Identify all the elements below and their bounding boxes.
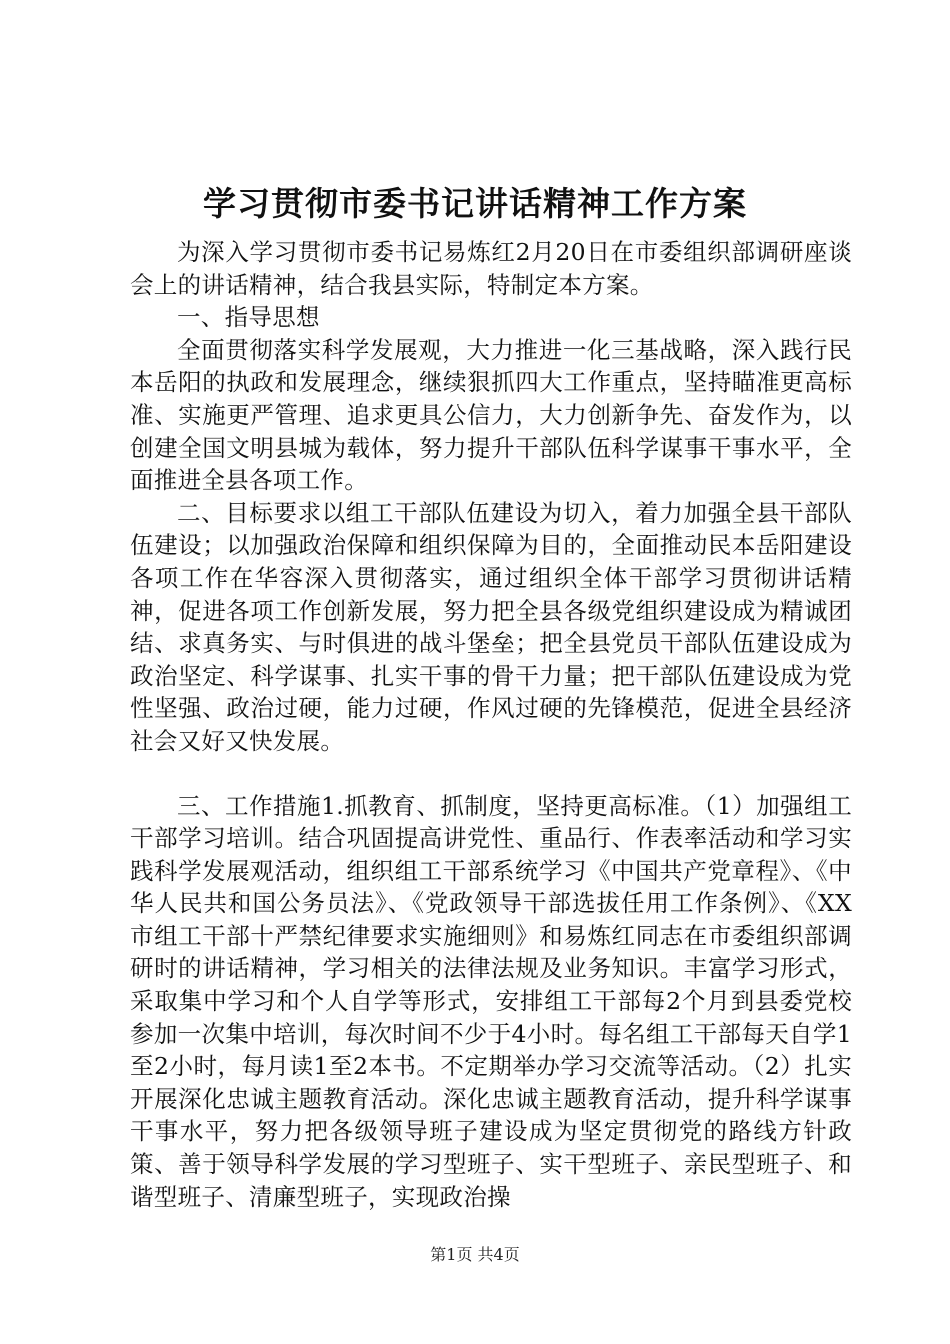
document-body (130, 236, 852, 1213)
work-measures-paragraph: 三、工作措施1.抓教育、抓制度，坚持更高标准。（1）加强组工干部学习培训。结合巩固提高讲党性、重品行、作表率活动和学习实践科学发展观活动，组织组工干部系统学习《中国共产党章程》、《中华人民共和国公务员法》、《党政领导干部选拔任用工作条例》、《XX市组工干部十严禁纪律要求实施细则》和易炼红同志在市委组织部调研时的讲话精神，学习相关的法律法规及业务知识。丰富学习形式，采取集中学习和个人自学等形式，安排组工干部每2个月到县委党校参加一次集中培训，每次时间不少于4小时。每名组工干部每天自学1至2小时，每月读1至2本书。不定期举办学习交流等活动。（2）扎实开展深化忠诚主题教育活动。深化忠诚主题教育活动，提升科学谋事干事水平，努力把各级领导班子建设成为坚定贯彻党的路线方针政策、善于领导科学发展的学习型班子、实干型班子、亲民型班子、和谐型班子、清廉型班子，实现政治操 (130, 791, 852, 1211)
page-number-footer: 第1页 共4页 (430, 1245, 520, 1264)
section-heading-guiding-ideology: 一、指导思想 (177, 303, 320, 332)
document-title: 学习贯彻市委书记讲话精神工作方案 (203, 184, 747, 223)
guiding-ideology-paragraph: 全面贯彻落实科学发展观，大力推进一化三基战略，深入践行民本岳阳的执政和发展理念，继续狠抓四大工作重点，坚持瞄准更高标准、实施更严管理、追求更具公信力，大力创新争先、奋发作为，以创建全国文明县城为载体，努力提升干部队伍科学谋事干事水平，全面推进全县各项工作。 (130, 335, 852, 495)
intro-paragraph: 为深入学习贯彻市委书记易炼红2月20日在市委组织部调研座谈会上的讲话精神，结合我县实际，特制定本方案。 (130, 238, 852, 299)
goals-paragraph: 二、目标要求以组工干部队伍建设为切入，着力加强全县干部队伍建设；以加强政治保障和组织保障为目的，全面推动民本岳阳建设各项工作在华容深入贯彻落实，通过组织全体干部学习贯彻讲话精神，促进各项工作创新发展，努力把全县各级党组织建设成为精诚团结、求真务实、与时俱进的战斗堡垒；把全县党员干部队伍建设成为政治坚定、科学谋事、扎实干事的骨干力量；把干部队伍建设成为党性坚强、政治过硬，能力过硬，作风过硬的先锋模范，促进全县经济社会又好又快发展。 (130, 498, 852, 755)
